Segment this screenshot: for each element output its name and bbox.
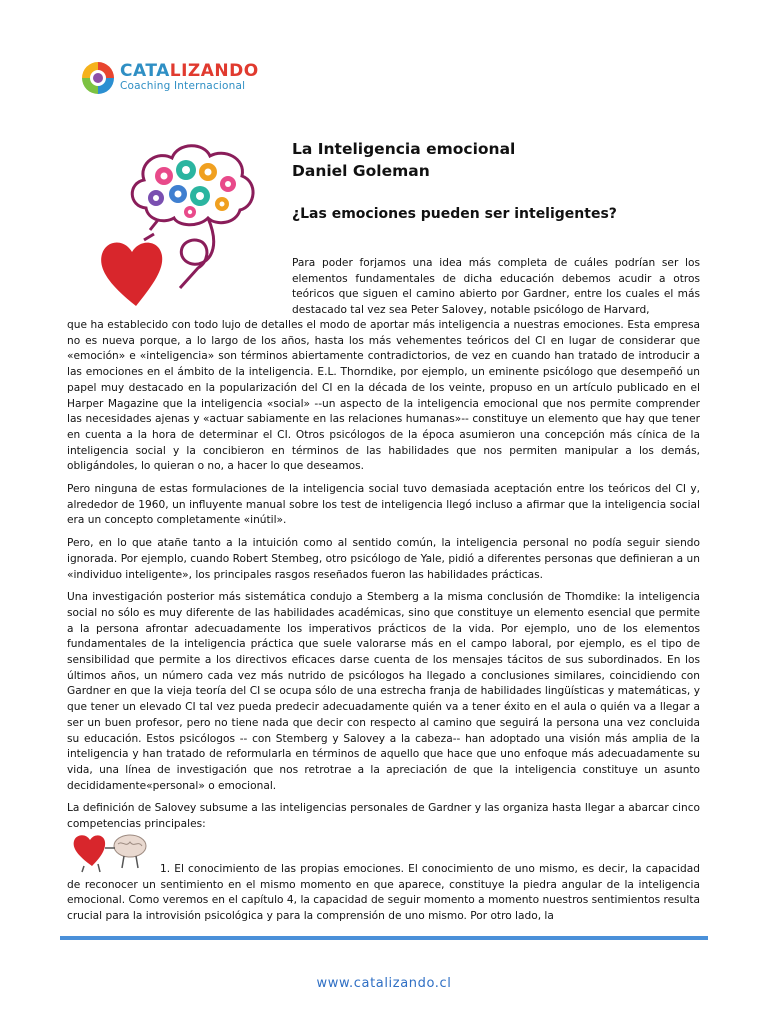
brain-heart-illustration <box>98 128 268 308</box>
intro-paragraph: Para poder forjamos una idea más completa de cuáles podrían ser los elementos fundamentales de dicha educación debemos acudir a otros teóricos que siguen el camino abierto por Gardner, entre los cuales el más destacado tal vez sea Peter Salovey, notable psicólogo de Harvard, <box>292 257 700 316</box>
company-logo <box>78 58 268 102</box>
paragraph: Pero ninguna de estas formulaciones de la inteligencia social tuvo demasiada aceptación entre los teóricos del CI y, alrededor de 1960, un influyente manual sobre los test de inteligencia llegó incluso a afirmar que la inteligencia social era un concepto completamente «inútil». <box>67 483 700 527</box>
title-line-2: Daniel Goleman <box>292 162 430 180</box>
paragraph: Pero, en lo que atañe tanto a la intuición como al sentido común, la inteligencia personal no podía seguir siendo ignorada. Por ejemplo, cuando Robert Stembeg, otro psicólogo de Yale, pidió a diferentes personas que definieran a un «individuo inteligente», los principales rasgos reseñados fueron las habilidades prácticas. <box>67 537 700 581</box>
paragraph: La definición de Salovey subsume a las inteligencias personales de Gardner y las organiza hasta llegar a abarcar cinco competencias principales: <box>67 802 700 831</box>
body-text <box>67 318 700 840</box>
footer-divider <box>60 936 708 940</box>
footer-link[interactable]: www.catalizando.cl <box>316 976 452 991</box>
logo-subtitle: Coaching Internacional <box>120 80 246 92</box>
section-question: ¿Las emociones pueden ser inteligentes? <box>292 206 617 222</box>
list-item-1: 1. El conocimiento de las propias emociones. El conocimiento de uno mismo, es decir, la capacidad de reconocer un sentimiento en el mismo momento en que aparece, constituye la piedra angular de la inteligencia emocional. Como veremos en el capítulo 4, la capacidad de seguir momento a momento nuestros sentimientos resulta crucial para la introvisión psicológica y para la comprensión de uno mismo. Por otro lado, la <box>67 863 700 923</box>
paragraph: que ha establecido con todo lujo de detalles el modo de aportar más inteligencia a nuestras emociones. Esta empresa no es nueva porque, a lo largo de los años, hasta los más vehementes teóricos del CI en lugar de considerar que «emoción» e «inteligencia» son términos abiertamente contradictorios, de vez en cuando han tratado de introducir a las emociones en el ámbito de la inteligencia. E.L. Thorndike, por ejemplo, un eminente psicólogo que desempeñó un papel muy destacado en la popularización del CI en la década de los veinte, propuso en un artículo publicado en el Harper Magazine que la inteligencia «social» --un aspecto de la inteligencia emocional que nos permite comprender las necesidades ajenas y «actuar sabiamente en las relaciones humanas»-- constituye un elemento que hay que tener en cuenta a la hora de determinar el CI. Otros psicólogos de la época asumieron una concepción más cínica de la inteligencia social y la concibieron en términos de las habilidades que nos permiten manipular a los demás, obligándoles, lo quieran o no, a hacer lo que deseamos. <box>67 319 700 473</box>
logo-name: CATALIZANDO <box>120 61 259 81</box>
logo-swirl-icon <box>78 58 118 98</box>
title-line-1: La Inteligencia emocional <box>292 140 516 158</box>
paragraph: Una investigación posterior más sistemática condujo a Stemberg a la misma conclusión de Thomdike: la inteligencia social no sólo es muy diferente de las habilidades académicas, sino que constituye un elemento esencial que permite a la persona afrontar adecuadamente los imperativos prácticos de la vida. Por ejemplo, uno de los elementos fundamentales de la inteligencia práctica que suele valorarse más en el campo laboral, por ejemplo, es el tipo de sensibilidad que permite a los directivos eficaces darse cuenta de los mensajes tácitos de sus subordinados. En los últimos años, un número cada vez más nutrido de psicólogos ha llegado a conclusiones similares, coincidiendo con Gardner en que la vieja teoría del CI se ocupa sólo de una estrecha franja de habilidades lingüísticas y matemáticas, y que tener un elevado CI tal vez pueda predecir adecuadamente quién va a tener éxito en el aula o quién va a llegar a ser un buen profesor, pero no tiene nada que decir con respecto al camino que seguirá la persona una vez concluida su educación. Estos psicólogos -- con Stemberg y Salovey a la cabeza-- han adoptado una visión más amplia de la inteligencia y han tratado de reformularla en términos de aquello que hace que uno enfoque más adecuadamente su vida, una línea de investigación que nos retrotrae a la apreciación de que la inteligencia constituye un asunto decididamente«personal» o emocional. <box>67 591 700 792</box>
document-title <box>292 138 515 182</box>
